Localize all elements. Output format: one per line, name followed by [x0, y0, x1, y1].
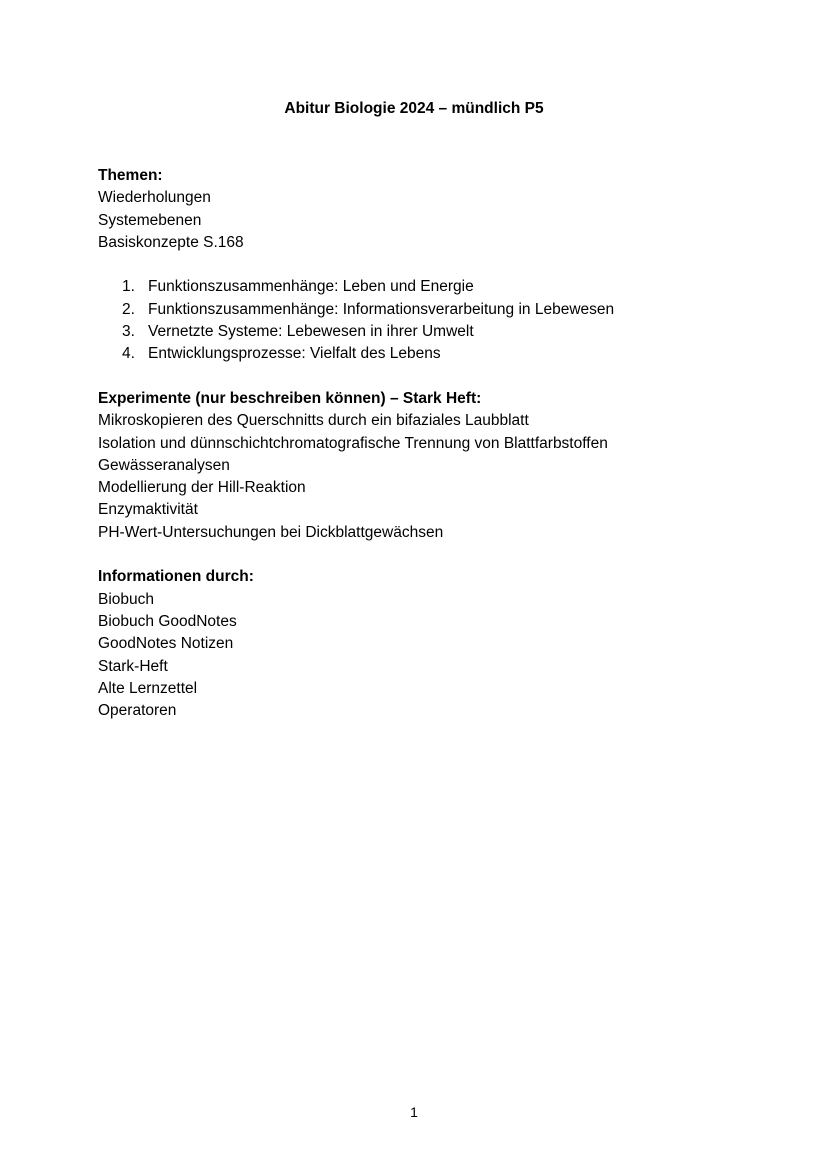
list-number: 2.: [122, 300, 135, 318]
experimente-item: Gewässeranalysen: [98, 456, 230, 474]
experimente-item: Enzymaktivität: [98, 501, 198, 519]
informationen-item: Operatoren: [98, 702, 177, 720]
themen-numbered-item: [98, 343, 738, 365]
themen-numbered-list: [98, 276, 738, 365]
document-body: [98, 165, 738, 722]
themen-numbered-item: [98, 299, 738, 321]
informationen-heading: Informationen durch:: [98, 568, 254, 586]
informationen-item: Biobuch GoodNotes: [98, 612, 237, 630]
themen-item: Basiskonzepte S.168: [98, 233, 244, 251]
informationen-item: Biobuch: [98, 590, 155, 608]
themen-heading: Themen:: [98, 167, 163, 184]
themen-section: [98, 165, 738, 366]
informationen-item: GoodNotes Notizen: [98, 635, 234, 653]
list-text: Entwicklungsprozesse: Vielfalt des Lebens: [148, 345, 441, 363]
list-number: 4.: [122, 345, 135, 363]
spacer: [98, 366, 738, 388]
list-number: 3.: [122, 323, 135, 341]
informationen-item: Alte Lernzettel: [98, 679, 198, 697]
informationen-section: [98, 566, 738, 722]
list-text: Funktionszusammenhänge: Leben und Energie: [148, 278, 474, 296]
experimente-item: PH-Wert-Untersuchungen bei Dickblattgewächsen: [98, 523, 444, 541]
list-text: Vernetzte Systeme: Lebewesen in ihrer Umwelt: [148, 323, 474, 341]
list-text: Funktionszusammenhänge: Informationsverarbeitung in Lebewesen: [148, 300, 615, 318]
themen-item: Systemebenen: [98, 211, 202, 229]
themen-numbered-item: [98, 276, 738, 298]
experimente-section: [98, 388, 738, 544]
experimente-item: Modellierung der Hill-Reaktion: [98, 479, 306, 497]
spacer: [98, 544, 738, 566]
themen-numbered-item: [98, 321, 738, 343]
document-title: Abitur Biologie 2024 – mündlich P5: [284, 100, 544, 117]
spacer: [98, 254, 738, 276]
page-number: 1: [410, 1104, 418, 1120]
experimente-item: Mikroskopieren des Querschnitts durch ein bifaziales Laubblatt: [98, 412, 529, 430]
themen-item: Wiederholungen: [98, 189, 211, 207]
informationen-item: Stark-Heft: [98, 657, 168, 675]
experimente-heading: Experimente (nur beschreiben können) – Stark Heft:: [98, 389, 482, 407]
experimente-item: Isolation und dünnschichtchromatografische Trennung von Blattfarbstoffen: [98, 434, 608, 452]
list-number: 1.: [122, 278, 135, 296]
